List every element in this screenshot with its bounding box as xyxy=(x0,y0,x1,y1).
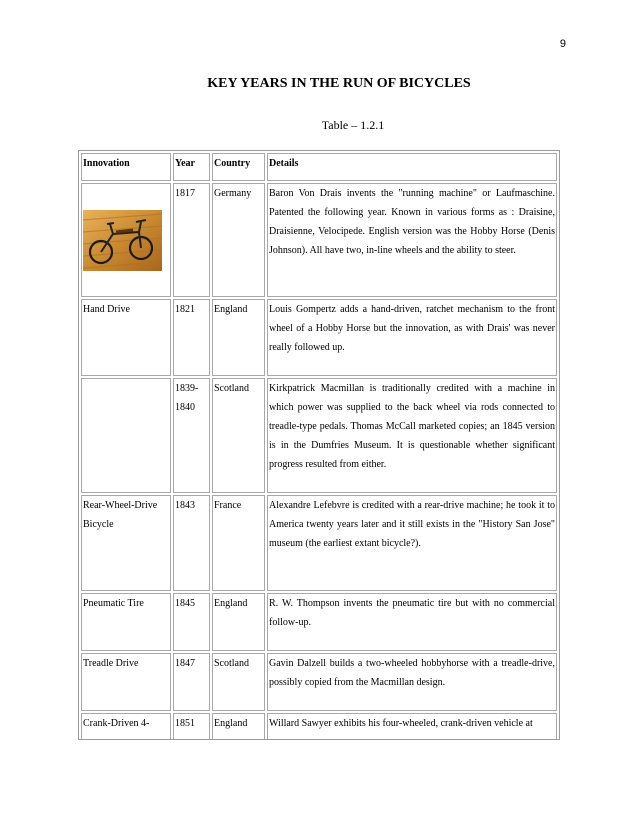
country-cell: England xyxy=(212,593,265,651)
header-details: Details xyxy=(267,153,557,181)
header-innovation: Innovation xyxy=(81,153,171,181)
year-cell: 1843 xyxy=(173,495,210,591)
innovation-cell: Crank-Driven 4- xyxy=(81,713,171,740)
details-cell: Alexandre Lefebvre is credited with a rear-drive machine; he took it to America twenty years later and it still exists in the "History San Jose" museum (the earliest extant bicycle?). xyxy=(267,495,557,591)
innovations-table-frame xyxy=(78,150,560,740)
table-header-row xyxy=(81,153,557,181)
year-cell: 1817 xyxy=(173,183,210,297)
table-row xyxy=(81,495,557,591)
table-row xyxy=(81,593,557,651)
innovation-cell xyxy=(81,378,171,493)
country-cell: Scotland xyxy=(212,653,265,711)
innovation-cell: Hand Drive xyxy=(81,299,171,376)
details-cell: Louis Gompertz adds a hand-driven, ratchet mechanism to the front wheel of a Hobby Horse but the innovation, as with Drais' was never really followed up. xyxy=(267,299,557,376)
year-cell: 1847 xyxy=(173,653,210,711)
table-row xyxy=(81,183,557,297)
country-cell: Scotland xyxy=(212,378,265,493)
country-cell: England xyxy=(212,713,265,740)
draisine-bicycle-image xyxy=(83,210,162,271)
document-title: KEY YEARS IN THE RUN OF BICYCLES xyxy=(207,76,471,91)
details-cell: Kirkpatrick Macmillan is traditionally credited with a machine in which power was supplied to the back wheel via rods connected to treadle-type pedals. Thomas McCall marketed copies; an 1845 version is in the Dumfries Museum. It is questionable whether significant progress resulted from either. xyxy=(267,378,557,493)
innovation-cell-image xyxy=(81,183,171,297)
table-row xyxy=(81,653,557,711)
table-row xyxy=(81,299,557,376)
year-cell: 1821 xyxy=(173,299,210,376)
header-country: Country xyxy=(212,153,265,181)
details-cell: Willard Sawyer exhibits his four-wheeled, crank-driven vehicle at xyxy=(267,713,557,740)
table-row xyxy=(81,713,557,740)
details-cell: Gavin Dalzell builds a two-wheeled hobbyhorse with a treadle-drive, possibly copied from the Macmillan design. xyxy=(267,653,557,711)
country-cell: France xyxy=(212,495,265,591)
details-cell: Baron Von Drais invents the "running machine" or Laufmaschine. Patented the following year. Known in various forms as : Draisine, Draisienne, Velocipede. English version was the Hobby Horse (Denis Johnson). All have two, in-line wheels and the ability to steer. xyxy=(267,183,557,297)
year-cell: 1851 xyxy=(173,713,210,740)
country-cell: England xyxy=(212,299,265,376)
innovations-table xyxy=(79,151,559,740)
year-cell: 1839-1840 xyxy=(173,378,210,493)
country-cell: Germany xyxy=(212,183,265,297)
table-row xyxy=(81,378,557,493)
year-cell: 1845 xyxy=(173,593,210,651)
innovation-cell: Pneumatic Tire xyxy=(81,593,171,651)
innovation-cell: Rear-Wheel-Drive Bicycle xyxy=(81,495,171,591)
details-cell: R. W. Thompson invents the pneumatic tire but with no commercial follow-up. xyxy=(267,593,557,651)
table-caption: Table – 1.2.1 xyxy=(321,118,385,132)
innovation-cell: Treadle Drive xyxy=(81,653,171,711)
header-year: Year xyxy=(173,153,210,181)
page-number: 9 xyxy=(559,38,566,50)
